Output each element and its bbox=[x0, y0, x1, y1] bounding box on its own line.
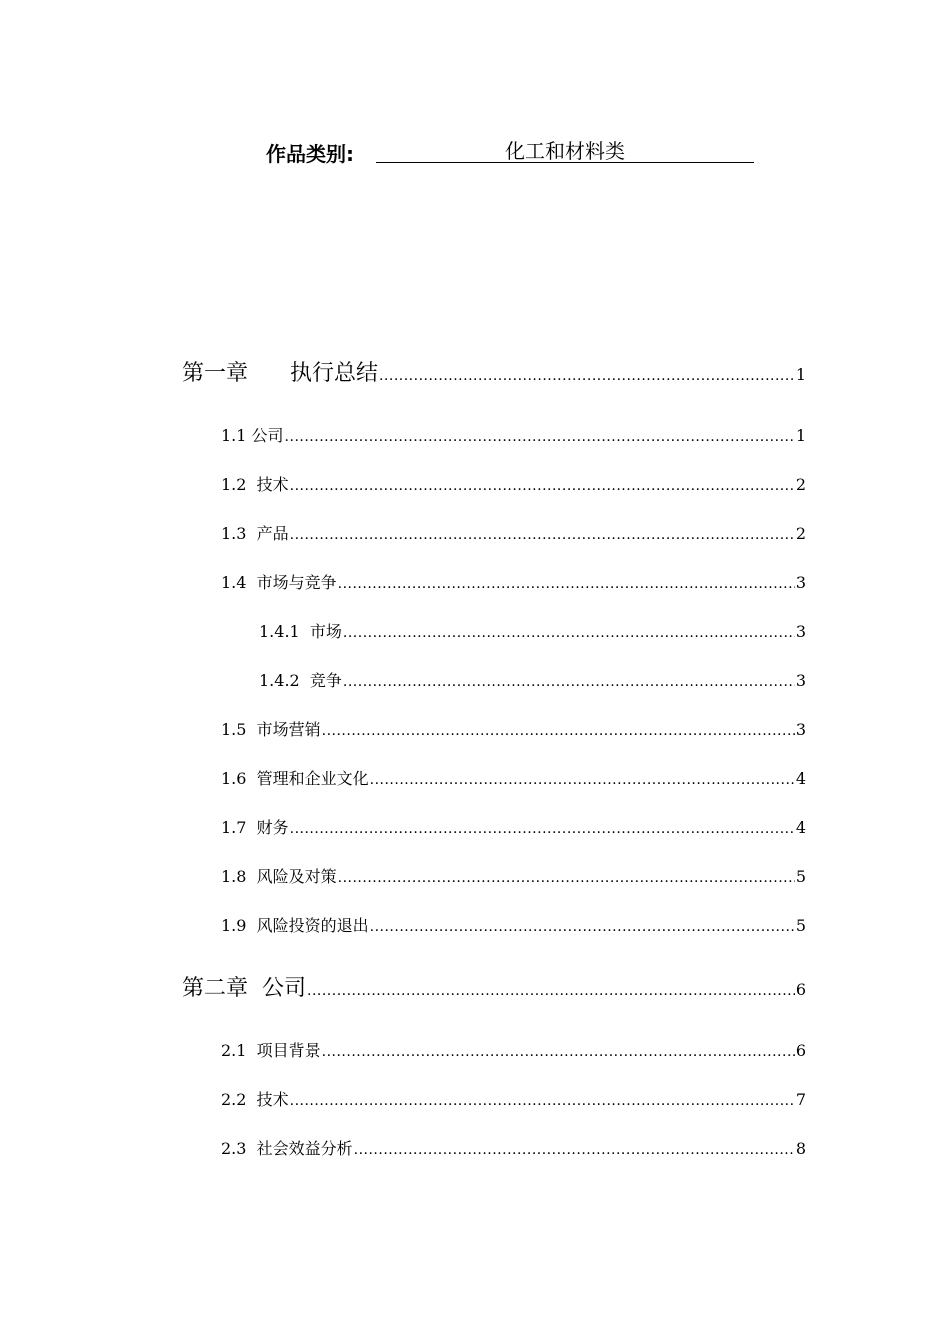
toc-leader-dots bbox=[307, 983, 795, 999]
toc-page-number: 3 bbox=[795, 622, 806, 641]
toc-page-number: 4 bbox=[795, 818, 806, 837]
toc-title: 2.1 项目背景 bbox=[221, 1041, 321, 1060]
toc-entry-1-5[interactable] bbox=[221, 717, 806, 740]
toc-leader-dots bbox=[322, 723, 795, 739]
toc-title: 1.9 风险投资的退出 bbox=[221, 916, 369, 935]
toc-entry-2-2[interactable] bbox=[221, 1087, 806, 1110]
toc-entry-2-3[interactable] bbox=[221, 1136, 806, 1159]
toc-entry-1-4[interactable] bbox=[221, 570, 806, 593]
toc-title: 1.7 财务 bbox=[221, 818, 289, 837]
toc-page-number: 6 bbox=[795, 980, 806, 999]
toc-page-number: 5 bbox=[795, 867, 806, 886]
toc-title: 1.4.2 竞争 bbox=[259, 671, 342, 690]
toc-page-number: 7 bbox=[795, 1090, 806, 1109]
toc-leader-dots bbox=[370, 919, 795, 935]
toc-leader-dots bbox=[343, 625, 795, 641]
toc-entry-chapter-2[interactable] bbox=[182, 971, 806, 1002]
toc-page-number: 6 bbox=[795, 1041, 806, 1060]
toc-page-number: 2 bbox=[795, 475, 806, 494]
toc-page-number: 3 bbox=[795, 720, 806, 739]
toc-title: 2.2 技术 bbox=[221, 1090, 289, 1109]
toc-title: 1.1 公司 bbox=[221, 426, 284, 445]
toc-page-number: 1 bbox=[795, 426, 806, 445]
toc-leader-dots bbox=[379, 368, 795, 384]
toc-page-number: 1 bbox=[795, 365, 806, 384]
category-value: 化工和材料类 bbox=[376, 136, 754, 163]
toc-entry-1-2[interactable] bbox=[221, 472, 806, 495]
toc-title: 第一章 执行总结 bbox=[182, 361, 378, 386]
toc-entry-2-1[interactable] bbox=[221, 1038, 806, 1061]
toc-entry-1-1[interactable] bbox=[221, 423, 806, 446]
toc-page-number: 3 bbox=[795, 671, 806, 690]
category-label: 作品类别: bbox=[266, 142, 354, 166]
toc-title: 1.8 风险及对策 bbox=[221, 867, 337, 886]
toc-entry-1-9[interactable] bbox=[221, 913, 806, 936]
toc-entry-1-4-2[interactable] bbox=[259, 668, 806, 691]
toc-page-number: 5 bbox=[795, 916, 806, 935]
toc-entry-1-3[interactable] bbox=[221, 521, 806, 544]
toc-leader-dots bbox=[290, 478, 795, 494]
toc-entry-1-4-1[interactable] bbox=[259, 619, 806, 642]
toc-title: 第二章 公司 bbox=[182, 976, 306, 1001]
toc-leader-dots bbox=[354, 1142, 795, 1158]
toc-entry-chapter-1[interactable] bbox=[182, 356, 806, 387]
toc-leader-dots bbox=[290, 821, 795, 837]
toc-title: 1.2 技术 bbox=[221, 475, 289, 494]
work-category bbox=[266, 136, 766, 168]
toc-leader-dots bbox=[338, 870, 795, 886]
toc-title: 1.6 管理和企业文化 bbox=[221, 769, 369, 788]
toc-entry-1-7[interactable] bbox=[221, 815, 806, 838]
toc-page-number: 8 bbox=[795, 1139, 806, 1158]
toc-title: 1.3 产品 bbox=[221, 524, 289, 543]
toc-leader-dots bbox=[290, 527, 795, 543]
toc-title: 1.5 市场营销 bbox=[221, 720, 321, 739]
toc-page-number: 4 bbox=[795, 769, 806, 788]
toc-leader-dots bbox=[322, 1044, 795, 1060]
toc-leader-dots bbox=[370, 772, 795, 788]
toc-title: 1.4 市场与竞争 bbox=[221, 573, 337, 592]
toc-entry-1-8[interactable] bbox=[221, 864, 806, 887]
toc-title: 2.3 社会效益分析 bbox=[221, 1139, 353, 1158]
toc-entry-1-6[interactable] bbox=[221, 766, 806, 789]
toc-leader-dots bbox=[290, 1093, 795, 1109]
toc-title: 1.4.1 市场 bbox=[259, 622, 342, 641]
toc-leader-dots bbox=[338, 576, 795, 592]
toc-leader-dots bbox=[343, 674, 795, 690]
toc-leader-dots bbox=[285, 429, 795, 445]
toc-page-number: 3 bbox=[795, 573, 806, 592]
toc-page-number: 2 bbox=[795, 524, 806, 543]
